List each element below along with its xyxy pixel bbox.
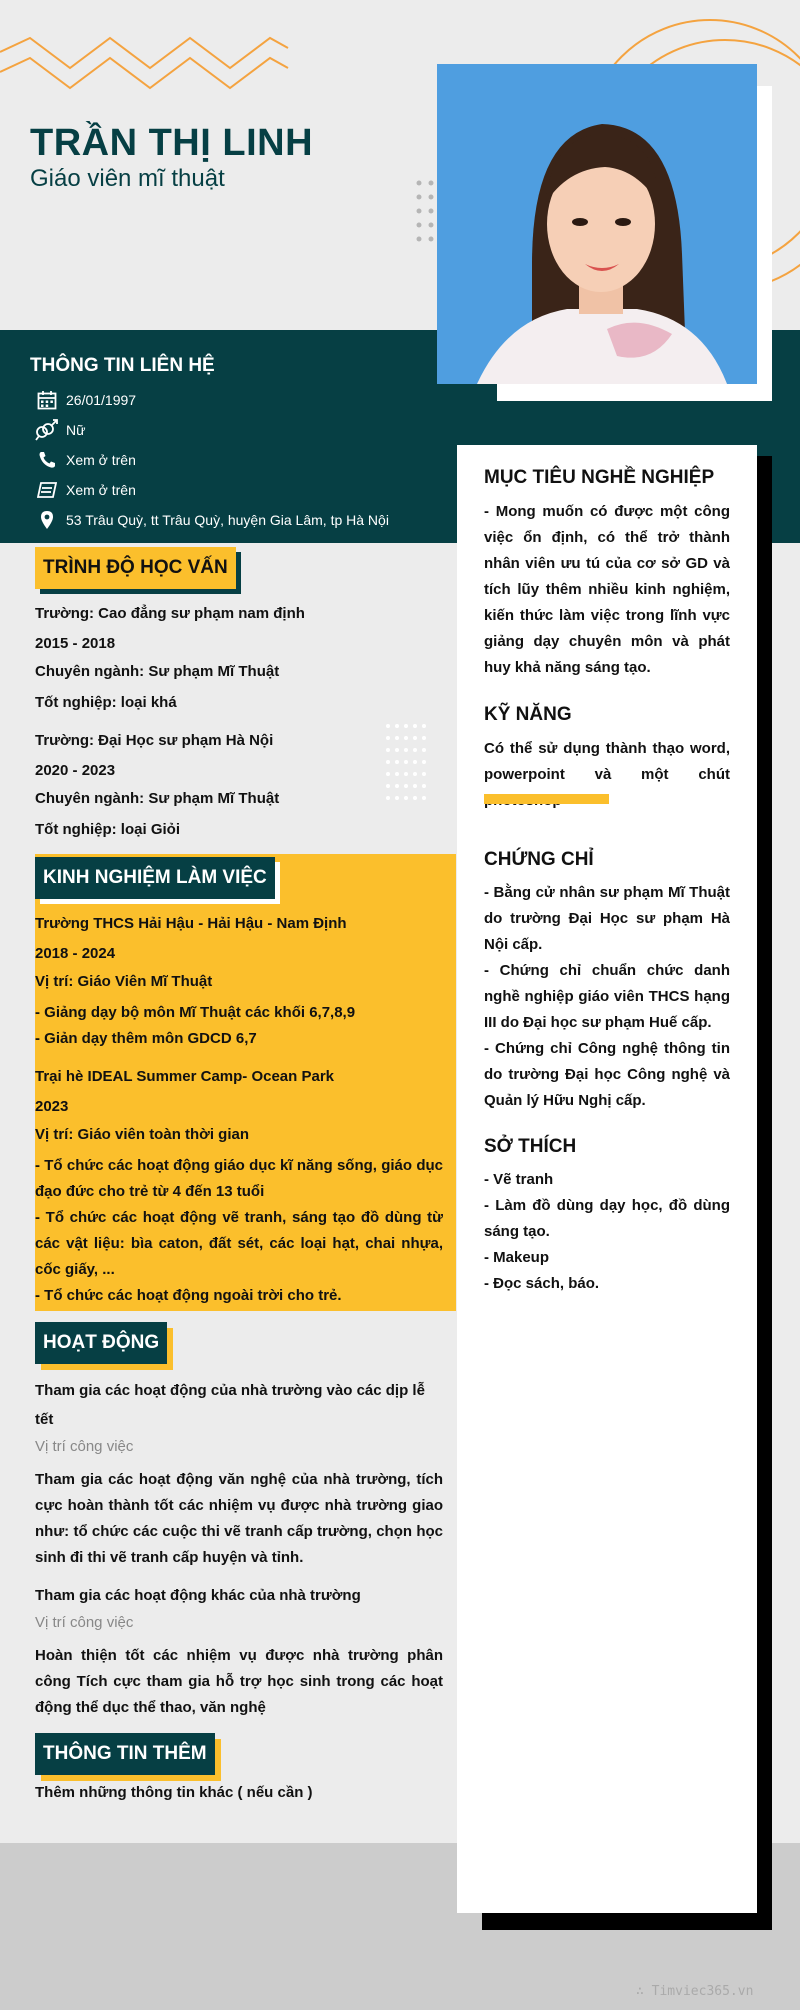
experience-duty: - Tổ chức các hoạt động ngoài trời cho trẻ. (35, 1287, 342, 1304)
contact-phone: Xem ở trên (66, 452, 136, 468)
hobby-item: - Làm đồ dùng dạy học, đồ dùng sáng tạo. (484, 1197, 730, 1240)
contact-email: Xem ở trên (66, 482, 136, 498)
extra-info-text: Thêm những thông tin khác ( nếu cần ) (35, 1784, 313, 1801)
education-section-title: TRÌNH ĐỘ HỌC VẤN (35, 547, 236, 589)
activity-role: Vị trí công việc (35, 1438, 134, 1455)
education-school: Trường: Cao đẳng sư phạm nam định (35, 605, 305, 622)
experience-company: Trại hè IDEAL Summer Camp- Ocean Park (35, 1068, 334, 1085)
skills-text: Có thể sử dụng thành thạo word, powerpoint và một chút (484, 740, 730, 783)
contact-gender: Nữ (66, 422, 86, 438)
contact-birthday-row (34, 388, 136, 412)
watermark: ∴ Timviec365.vn (636, 1984, 754, 1999)
contact-section-title: THÔNG TIN LIÊN HỆ (30, 355, 215, 376)
email-icon (34, 479, 60, 501)
certificate-item: - Bằng cử nhân sư phạm Mĩ Thuật do trường Đại Học sư phạm Hà Nội cấp. (484, 884, 730, 953)
education-major: Chuyên ngành: Sư phạm Mĩ Thuật (35, 663, 280, 680)
activity-name: Tham gia các hoạt động của nhà trường vào các dịp lễ tết (35, 1382, 425, 1428)
gender-icon (34, 419, 60, 441)
objective-text: - Mong muốn có được một công việc ổn định, có thể trở thành nhân viên ưu tú của cơ sở GD và tích lũy thêm nhiều kinh nghiệm, kiến thức làm việc trong lĩnh vực giảng dạy chuyên môn và phát huy khả năng sáng tạo. (484, 503, 730, 676)
contact-address: 53 Trâu Quỳ, tt Trâu Quỳ, huyện Gia Lâm, tp Hà Nội (66, 512, 389, 528)
experience-duty: - Tổ chức các hoạt động vẽ tranh, sáng tạo đồ dùng từ các vật liệu: bìa caton, đất sét, các loại hạt, chai nhựa, cốc giấy, ... (35, 1209, 443, 1278)
skill-level-bar (484, 794, 609, 804)
certificates-title: CHỨNG CHỈ (484, 849, 594, 870)
profile-photo (437, 64, 757, 384)
hobby-item: - Đọc sách, báo. (484, 1275, 600, 1292)
certificate-item: - Chứng chỉ chuẩn chức danh nghề nghiệp giáo viên THCS hạng III do Đại học sư phạm Huế cấp. (484, 962, 730, 1031)
contact-birthday: 26/01/1997 (66, 392, 137, 408)
activity-description: Tham gia các hoạt động văn nghệ của nhà trường, tích cực hoàn thành tốt các nhiệm vụ được nhà trường giao như: tổ chức các cuộc thi vẽ tranh cấp trường, chọn học sinh đi thi vẽ tranh cấp huyện và tỉnh. (35, 1471, 443, 1566)
experience-years: 2018 - 2024 (35, 945, 116, 962)
contact-phone-row (34, 448, 136, 472)
activities-section-title: HOẠT ĐỘNG (35, 1322, 167, 1364)
contact-email-row (34, 478, 136, 502)
education-years: 2015 - 2018 (35, 635, 116, 652)
contact-gender-row (34, 418, 85, 442)
education-grade: Tốt nghiệp: loại Giỏi (35, 821, 180, 838)
experience-position: Vị trí: Giáo viên toàn thời gian (35, 1126, 250, 1143)
experience-duty: - Giảng dạy bộ môn Mĩ Thuật các khối 6,7,8,9 (35, 1004, 356, 1021)
activity-name: Tham gia các hoạt động khác của nhà trường (35, 1587, 361, 1604)
activity-role: Vị trí công việc (35, 1614, 134, 1631)
education-grade: Tốt nghiệp: loại khá (35, 694, 177, 711)
experience-duty: - Tổ chức các hoạt động giáo dục kĩ năng sống, giáo dục đạo đức cho trẻ từ 4 đến 13 tuổi (35, 1157, 443, 1200)
hobby-item: - Vẽ tranh (484, 1171, 554, 1188)
phone-icon (34, 449, 60, 471)
hobby-item: - Makeup (484, 1249, 550, 1266)
calendar-icon (34, 389, 60, 411)
dots-decoration (414, 178, 438, 250)
right-column (457, 445, 757, 1913)
education-school: Trường: Đại Học sư phạm Hà Nội (35, 732, 274, 749)
objective-title: MỤC TIÊU NGHỀ NGHIỆP (484, 467, 715, 488)
candidate-name: TRẦN THỊ LINH (30, 122, 314, 164)
experience-position: Vị trí: Giáo Viên Mĩ Thuật (35, 973, 213, 990)
candidate-role: Giáo viên mĩ thuật (30, 165, 225, 192)
certificate-item: - Chứng chỉ Công nghệ thông tin do trường Đại học Công nghệ và Quản lý Hữu Nghị cấp. (484, 1040, 730, 1109)
hobbies-title: SỞ THÍCH (484, 1136, 577, 1157)
experience-section-title: KINH NGHIỆM LÀM VIỆC (35, 857, 275, 899)
skills-title: KỸ NĂNG (484, 704, 572, 725)
experience-company: Trường THCS Hải Hậu - Hải Hậu - Nam Định (35, 915, 347, 932)
location-pin-icon (34, 509, 60, 531)
contact-address-row (34, 508, 389, 532)
activity-description: Hoàn thiện tốt các nhiệm vụ được nhà trường phân công Tích cực tham gia hỗ trợ học sinh trong các hoạt động thể dục thể thao, văn nghệ (35, 1647, 443, 1716)
zigzag-decoration (0, 30, 290, 105)
extra-info-section-title: THÔNG TIN THÊM (35, 1733, 215, 1775)
experience-years: 2023 (35, 1098, 69, 1115)
experience-duty: - Giản dạy thêm môn GDCD 6,7 (35, 1030, 257, 1047)
education-years: 2020 - 2023 (35, 762, 116, 779)
education-major: Chuyên ngành: Sư phạm Mĩ Thuật (35, 790, 280, 807)
